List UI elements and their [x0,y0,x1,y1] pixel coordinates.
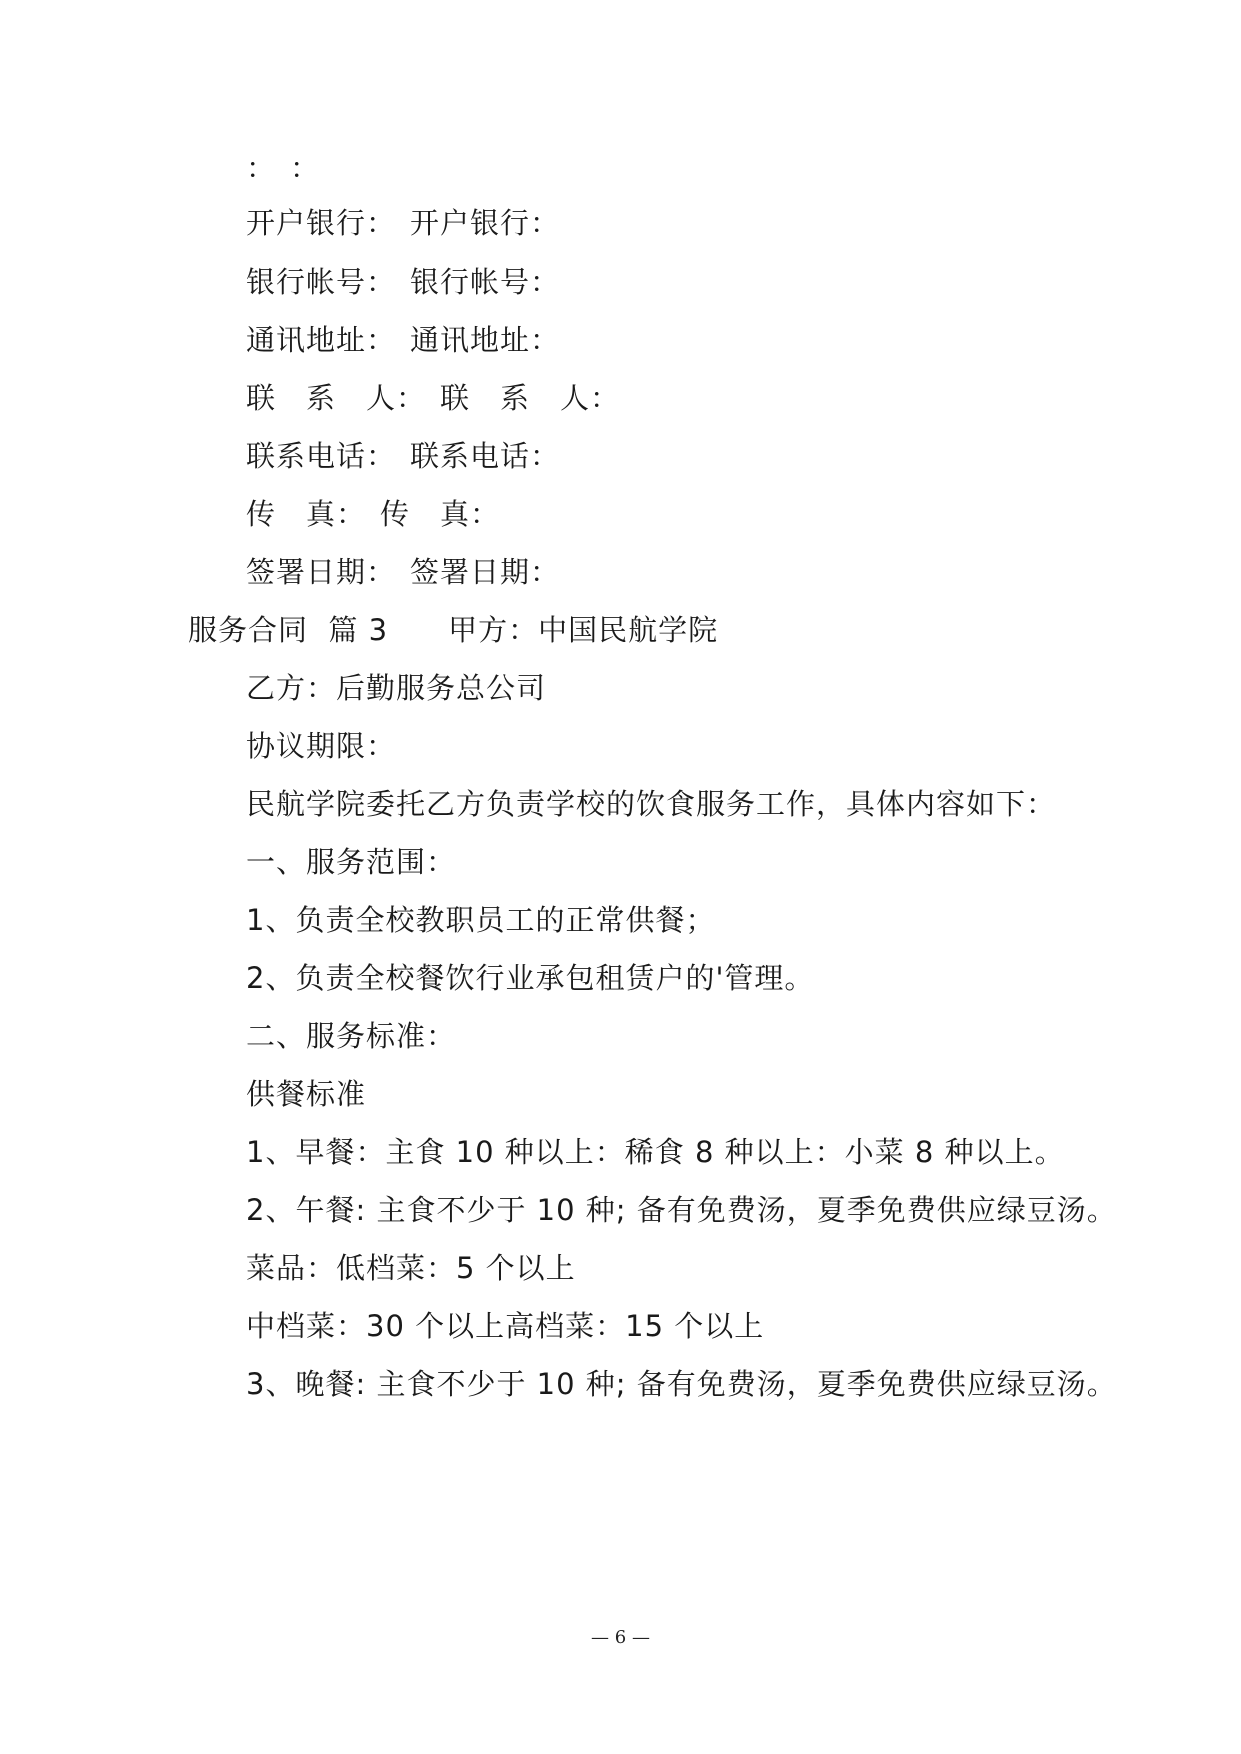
field-label-left: ： [246,151,277,185]
field-label-left: 联 系 人： [246,381,427,415]
intro-paragraph: 民航学院委托乙方负责学校的饮食服务工作，具体内容如下： [246,787,1057,821]
field-label-right: 开户银行： [410,206,561,240]
field-label-right: ： [290,151,321,185]
standard-title: 二、服务标准： [246,1019,457,1053]
field-label-left: 传 真： [246,497,367,531]
scope-title: 一、服务范围： [246,845,457,879]
page-number: — 6 — [591,1627,650,1648]
field-label-right: 联 系 人： [440,381,621,415]
dishes-mid-high: 中档菜：30 个以上高档菜：15 个以上 [246,1309,765,1343]
party-b: 乙方：后勤服务总公司 [246,671,547,705]
party-field-row [246,438,560,474]
field-label-right: 银行帐号： [410,265,561,299]
party-field-row [246,264,560,300]
field-label-right: 通讯地址： [410,323,561,357]
party-field-row [246,496,500,532]
field-label-left: 开户银行： [246,206,397,240]
field-label-right: 传 真： [380,497,501,531]
party-field-row [246,205,560,241]
field-label-left: 银行帐号： [246,265,397,299]
dinner-standard: 3、晚餐: 主食不少于 10 种; 备有免费汤，夏季免费供应绿豆汤。 [246,1367,1117,1401]
party-field-row [246,380,620,416]
agreement-term: 协议期限： [246,729,397,763]
field-label-left: 签署日期： [246,555,397,589]
field-label-left: 通讯地址： [246,323,397,357]
section-heading-row [188,612,718,648]
field-label-right: 签署日期： [410,555,561,589]
party-field-row [246,150,320,186]
breakfast-standard: 1、早餐：主食 10 种以上：稀食 8 种以上：小菜 8 种以上。 [246,1135,1065,1169]
field-label-left: 联系电话： [246,439,397,473]
scope-item: 2、负责全校餐饮行业承包租赁户的'管理。 [246,961,815,995]
lunch-standard: 2、午餐: 主食不少于 10 种; 备有免费汤，夏季免费供应绿豆汤。 [246,1193,1117,1227]
party-a: 甲方：中国民航学院 [448,613,719,647]
dishes-low: 菜品：低档菜：5 个以上 [246,1251,576,1285]
party-field-row [246,322,560,358]
section-heading: 服务合同 篇 3 [188,613,389,647]
scope-item: 1、负责全校教职员工的正常供餐； [246,903,716,937]
field-label-right: 联系电话： [410,439,561,473]
meal-standard-title: 供餐标准 [246,1077,367,1111]
party-field-row [246,554,560,590]
